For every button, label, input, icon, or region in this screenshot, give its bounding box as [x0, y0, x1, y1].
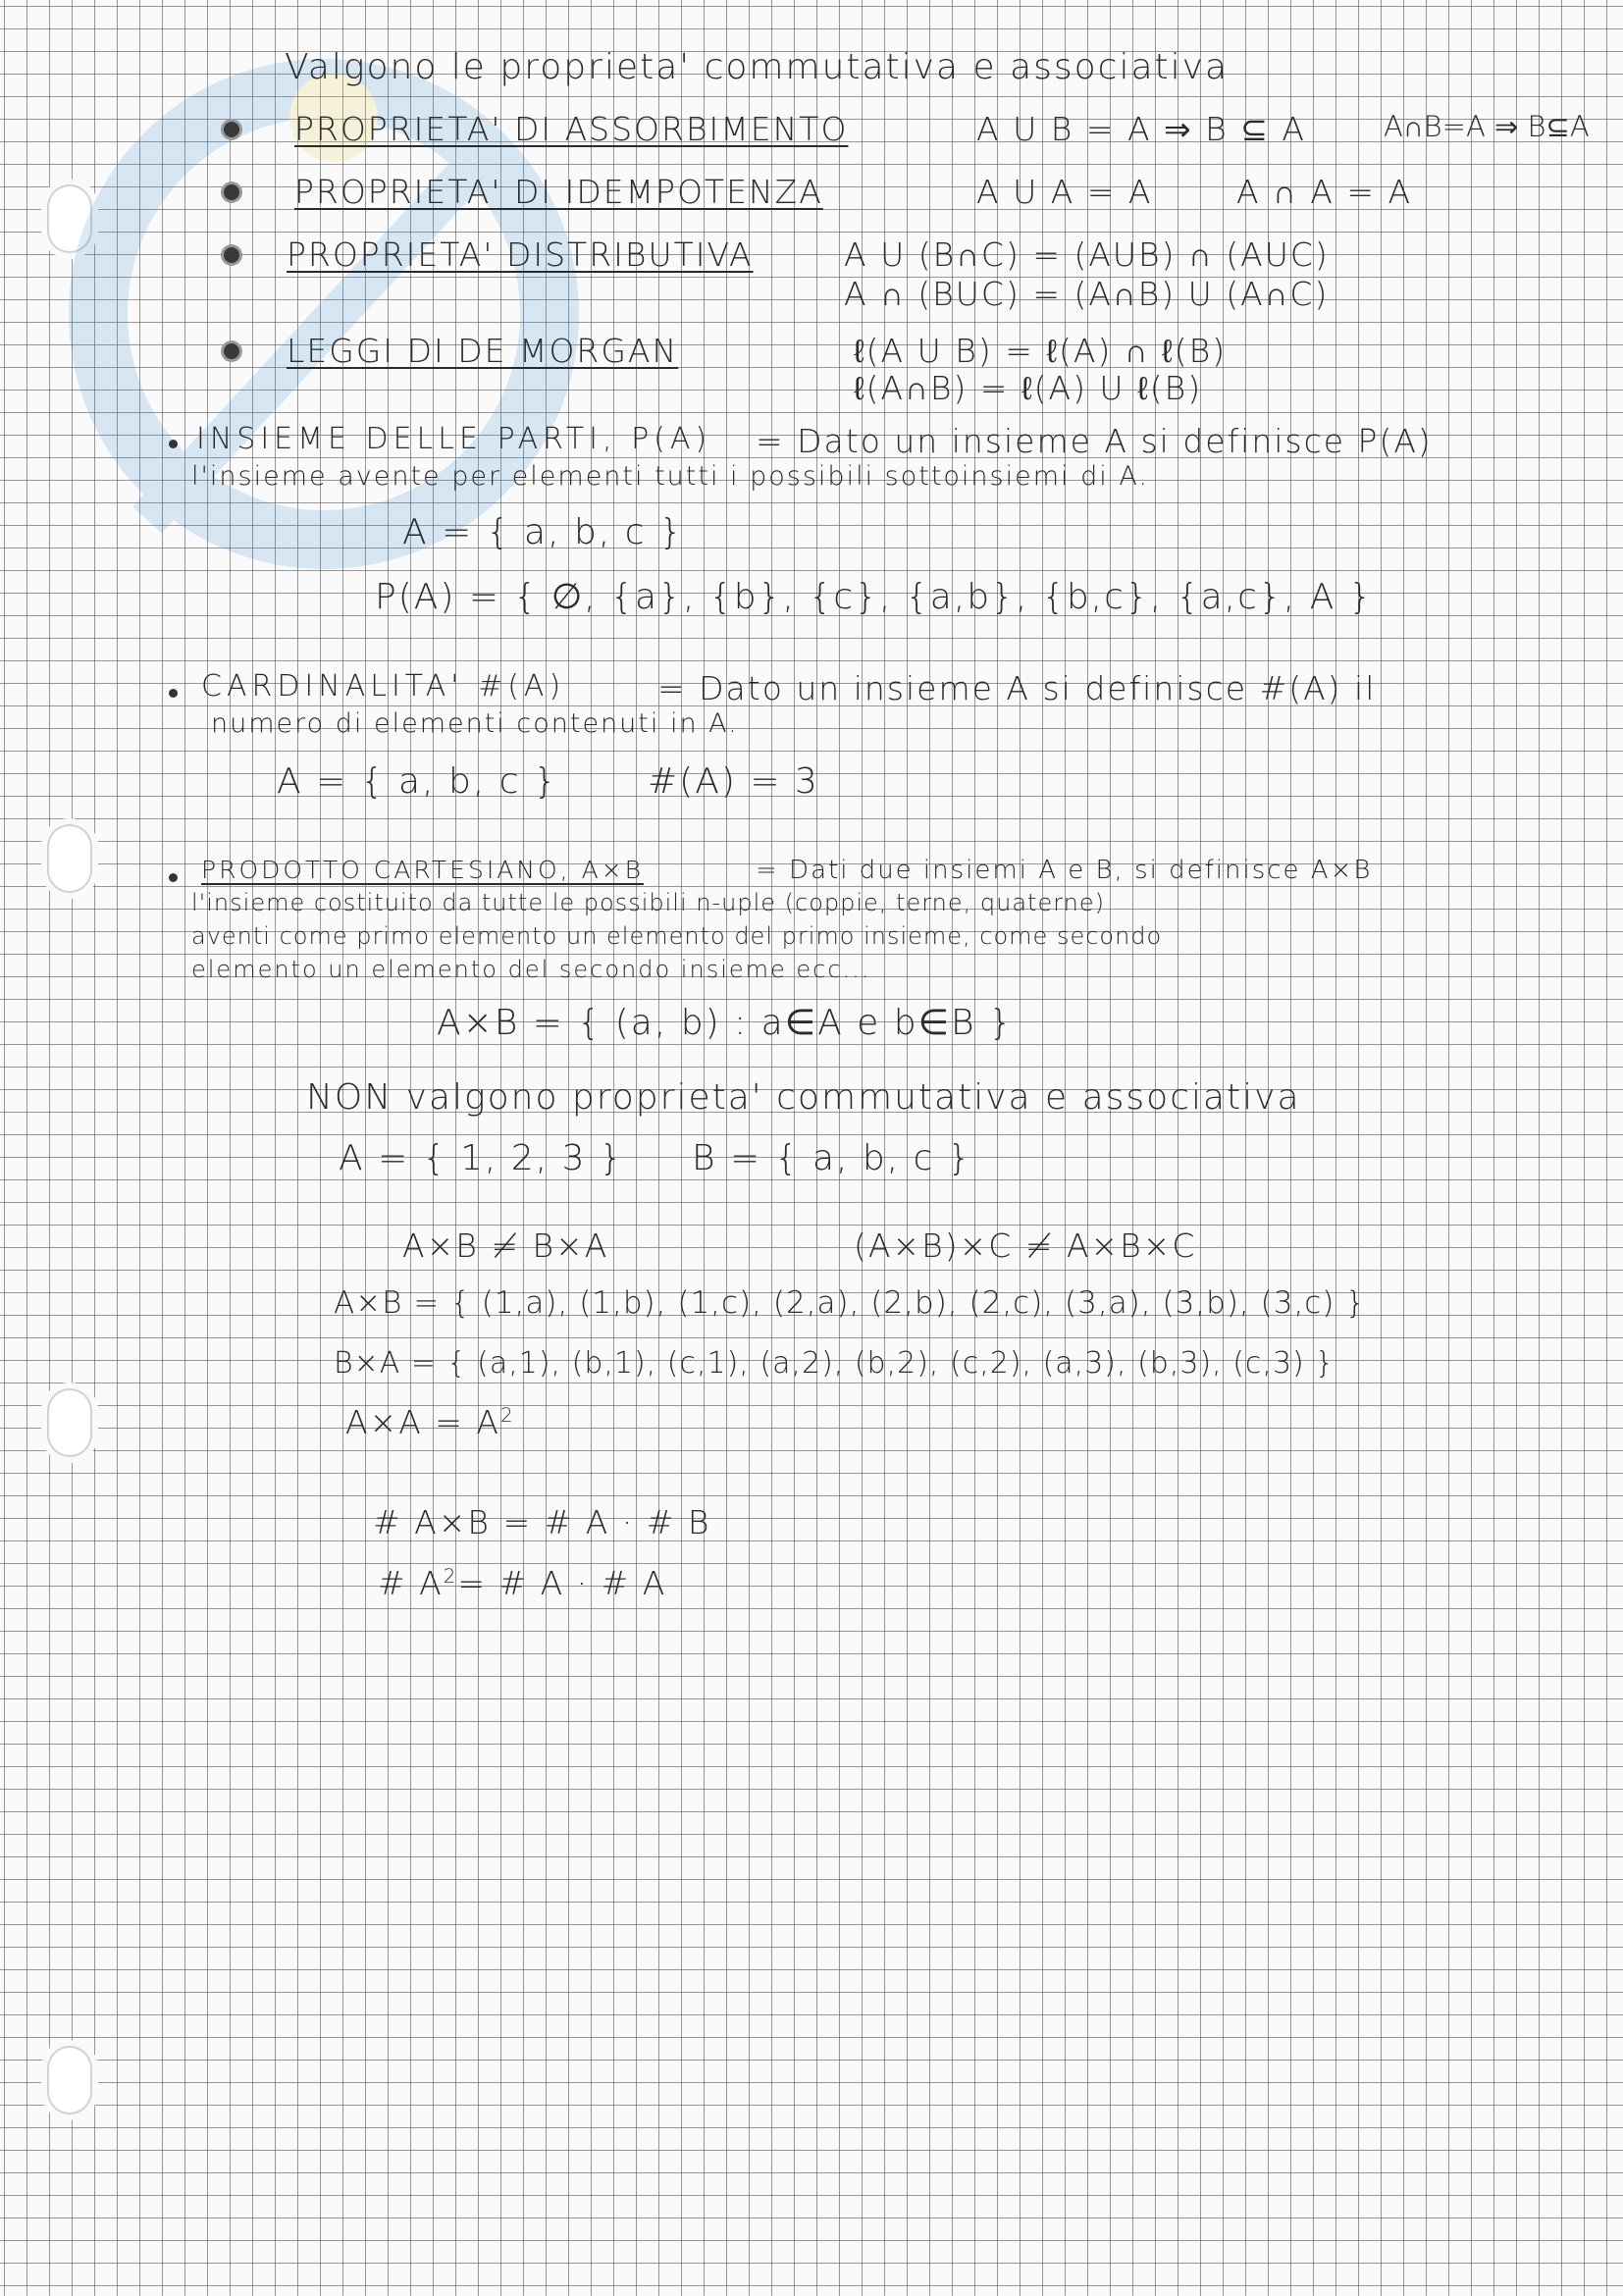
property-formula-2b: A ∩ A = A: [1236, 173, 1413, 211]
binder-hole-3: [47, 1388, 92, 1457]
cardinality-def-line1: = Dato un insieme A si definisce #(A) il: [657, 669, 1377, 707]
property-formula-1a: A U B = A ⇒ B ⊆ A: [976, 110, 1306, 148]
cartesian-bxa-list: B×A = { (a,1), (b,1), (c,1), (a,2), (b,2), (c,2), (a,3), (b,3), (c,3) }: [334, 1346, 1335, 1381]
cartesian-axa-exp: 2: [500, 1404, 515, 1427]
cardinality-def-line2: numero di elementi contenuti in A.: [211, 708, 739, 739]
bullet-3: [224, 247, 239, 263]
property-formula-2a: A U A = A: [976, 173, 1153, 211]
property-formula-4a: ℓ(A U B) = ℓ(A) ∩ ℓ(B): [854, 332, 1228, 370]
section-dot-cardinality: [169, 689, 178, 698]
cartesian-set-b: B = { a, b, c }: [692, 1138, 972, 1178]
property-name-4: LEGGI DI DE MORGAN: [287, 332, 679, 370]
cartesian-def-line4: elemento un elemento del secondo insieme ecc...: [191, 956, 871, 983]
intro-text: Valgono le proprieta' commutativa e associativa: [285, 47, 1230, 87]
cartesian-set-a: A = { 1, 2, 3 }: [339, 1138, 624, 1178]
cartesian-card-2: [378, 1564, 666, 1602]
bullet-1: [224, 122, 239, 137]
section-dot-cartesian: [169, 873, 178, 882]
property-name-1: PROPRIETA' DI ASSORBIMENTO: [294, 110, 849, 148]
cartesian-axb-list: A×B = { (1,a), (1,b), (1,c), (2,a), (2,b), (2,c), (3,a), (3,b), (3,c) }: [334, 1285, 1367, 1321]
cardinality-example-value: #(A) = 3: [648, 761, 819, 802]
cartesian-card-2-post: = # A · # A: [457, 1564, 667, 1602]
property-name-2: PROPRIETA' DI IDEMPOTENZA: [294, 173, 823, 211]
cartesian-def-line3: aventi come primo elemento un elemento del primo insieme, come secondo: [191, 922, 1163, 950]
property-formula-3b: A ∩ (BUC) = (A∩B) U (A∩C): [844, 275, 1330, 313]
cartesian-def-line2: l'insieme costituito da tutte le possibili n-uple (coppie, terne, quaterne): [191, 889, 1106, 916]
parts-example-powerset: P(A) = { ∅, {a}, {b}, {c}, {a,b}, {b,c}, {a,c}, A }: [375, 577, 1374, 617]
property-name-3: PROPRIETA' DISTRIBUTIVA: [287, 235, 754, 274]
cartesian-note: NON valgono proprieta' commutativa e associativa: [306, 1077, 1301, 1118]
bullet-4: [224, 343, 239, 359]
cardinality-heading: CARDINALITA' #(A): [201, 669, 566, 704]
property-formula-3a: A U (B∩C) = (AUB) ∩ (AUC): [844, 235, 1330, 274]
cartesian-card-2-pre: # A: [378, 1564, 444, 1602]
cartesian-card-2-exp: 2: [443, 1565, 458, 1588]
cartesian-neq-2: (A×B)×C ≠ A×B×C: [854, 1226, 1197, 1265]
parts-def-line1: = Dato un insieme A si definisce P(A): [756, 422, 1433, 460]
cardinality-example-set: A = { a, b, c }: [277, 761, 558, 802]
cartesian-neq-1: A×B ≠ B×A: [402, 1226, 609, 1265]
bullet-2: [224, 184, 239, 200]
binder-hole-1: [47, 184, 92, 253]
parts-heading: INSIEME DELLE PARTI, P(A): [196, 422, 712, 456]
cartesian-card-1: # A×B = # A · # B: [373, 1503, 711, 1541]
cartesian-def-line1: = Dati due insiemi A e B, si definisce A×B: [756, 856, 1373, 885]
binder-hole-2: [47, 824, 92, 893]
cartesian-heading: PRODOTTO CARTESIANO, A×B: [201, 856, 644, 884]
cartesian-formula: A×B = { (a, b) : a∈A e b∈B }: [437, 1003, 1014, 1043]
parts-def-line2: l'insieme avente per elementi tutti i possibili sottoinsiemi di A.: [191, 461, 1149, 492]
section-dot-parts: [169, 440, 178, 448]
property-formula-1b: A∩B=A ⇒ B⊆A: [1384, 110, 1590, 143]
property-formula-4b: ℓ(A∩B) = ℓ(A) U ℓ(B): [854, 369, 1203, 407]
cartesian-axa-base: A×A = A: [345, 1403, 501, 1441]
parts-example-set: A = { a, b, c }: [402, 512, 684, 552]
cartesian-axa: [345, 1403, 515, 1441]
binder-hole-4: [47, 2046, 92, 2114]
